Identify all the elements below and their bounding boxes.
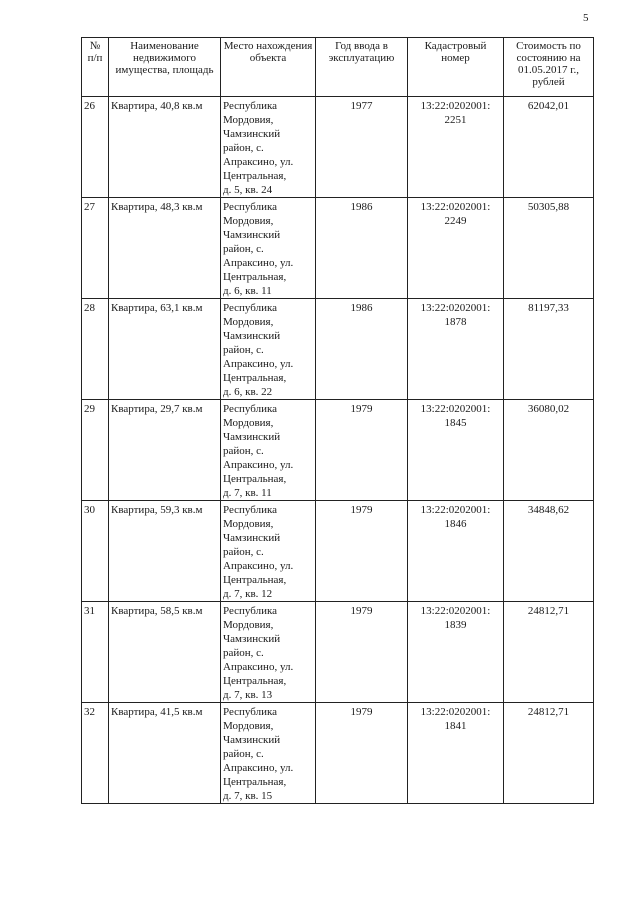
property-cost: 24812,71 <box>504 602 594 703</box>
cadastral-number: 13:22:0202001: 1839 <box>408 602 504 703</box>
cadastral-number: 13:22:0202001: 1878 <box>408 299 504 400</box>
header-year: Год ввода в эксплуатацию <box>316 38 408 97</box>
property-address: Республика Мордовия, Чамзинский район, с. Апраксино, ул. Центральная, д. 6, кв. 22 <box>221 299 316 400</box>
property-address: Республика Мордовия, Чамзинский район, с. Апраксино, ул. Центральная, д. 7, кв. 13 <box>221 602 316 703</box>
property-address: Республика Мордовия, Чамзинский район, с. Апраксино, ул. Центральная, д. 5, кв. 24 <box>221 97 316 198</box>
property-name: Квартира, 48,3 кв.м <box>109 198 221 299</box>
row-number: 30 <box>82 501 109 602</box>
row-number: 31 <box>82 602 109 703</box>
commission-year: 1977 <box>316 97 408 198</box>
row-number: 26 <box>82 97 109 198</box>
table-body <box>82 97 594 804</box>
table-row <box>82 299 594 400</box>
table-header-row <box>82 38 594 97</box>
commission-year: 1979 <box>316 400 408 501</box>
property-name: Квартира, 40,8 кв.м <box>109 97 221 198</box>
table-row <box>82 400 594 501</box>
row-number: 28 <box>82 299 109 400</box>
commission-year: 1986 <box>316 198 408 299</box>
cadastral-number: 13:22:0202001: 1845 <box>408 400 504 501</box>
header-cost: Стоимость по состоянию на 01.05.2017 г., рублей <box>504 38 594 97</box>
commission-year: 1979 <box>316 602 408 703</box>
header-address: Место нахождения объекта <box>221 38 316 97</box>
table-row <box>82 501 594 602</box>
table-row <box>82 198 594 299</box>
property-registry-table <box>81 37 594 804</box>
table-row <box>82 602 594 703</box>
property-name: Квартира, 29,7 кв.м <box>109 400 221 501</box>
commission-year: 1979 <box>316 501 408 602</box>
property-cost: 50305,88 <box>504 198 594 299</box>
cadastral-number: 13:22:0202001: 1846 <box>408 501 504 602</box>
property-address: Республика Мордовия, Чамзинский район, с. Апраксино, ул. Центральная, д. 7, кв. 11 <box>221 400 316 501</box>
table-row <box>82 97 594 198</box>
property-address: Республика Мордовия, Чамзинский район, с. Апраксино, ул. Центральная, д. 7, кв. 12 <box>221 501 316 602</box>
commission-year: 1979 <box>316 703 408 804</box>
cadastral-number: 13:22:0202001: 2249 <box>408 198 504 299</box>
cadastral-number: 13:22:0202001: 2251 <box>408 97 504 198</box>
row-number: 29 <box>82 400 109 501</box>
header-name: Наименование недвижимого имущества, площадь <box>109 38 221 97</box>
header-num: № п/п <box>82 38 109 97</box>
property-name: Квартира, 63,1 кв.м <box>109 299 221 400</box>
row-number: 32 <box>82 703 109 804</box>
property-name: Квартира, 41,5 кв.м <box>109 703 221 804</box>
property-name: Квартира, 58,5 кв.м <box>109 602 221 703</box>
property-cost: 81197,33 <box>504 299 594 400</box>
header-cadastral: Кадастровый номер <box>408 38 504 97</box>
property-address: Республика Мордовия, Чамзинский район, с. Апраксино, ул. Центральная, д. 7, кв. 15 <box>221 703 316 804</box>
row-number: 27 <box>82 198 109 299</box>
property-address: Республика Мордовия, Чамзинский район, с. Апраксино, ул. Центральная, д. 6, кв. 11 <box>221 198 316 299</box>
property-cost: 36080,02 <box>504 400 594 501</box>
property-cost: 34848,62 <box>504 501 594 602</box>
page-number: 5 <box>583 12 589 24</box>
table-row <box>82 703 594 804</box>
property-cost: 62042,01 <box>504 97 594 198</box>
property-cost: 24812,71 <box>504 703 594 804</box>
cadastral-number: 13:22:0202001: 1841 <box>408 703 504 804</box>
commission-year: 1986 <box>316 299 408 400</box>
property-name: Квартира, 59,3 кв.м <box>109 501 221 602</box>
